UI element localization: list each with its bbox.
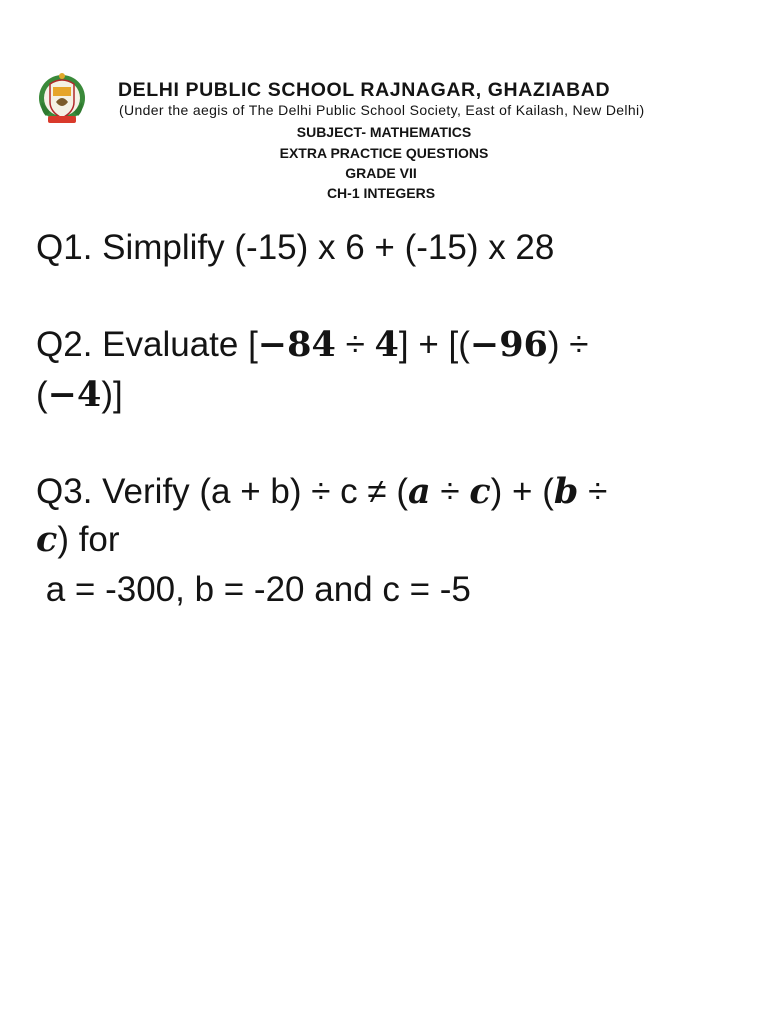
worksheet-title: EXTRA PRACTICE QUESTIONS (279, 145, 489, 161)
question-3-line-1 (36, 467, 607, 517)
q3-var-c: c (469, 471, 491, 512)
q2-math-2: 4 (374, 324, 399, 365)
school-subtitle: (Under the aegis of The Delhi Public School Society, East of Kailash, New Delhi) (119, 102, 645, 118)
q3-op-1: ÷ (430, 472, 470, 511)
chapter-line (0, 185, 768, 201)
question-1 (36, 223, 554, 273)
question-3-line-3 (36, 565, 471, 615)
subject-line (0, 124, 768, 140)
question-3-line-2 (36, 515, 120, 565)
q3-var-c-2: c (36, 519, 58, 560)
subject-label: SUBJECT- MATHEMATICS (296, 124, 472, 140)
q3-for: ) for (57, 520, 120, 559)
grade-label: GRADE VII (345, 165, 417, 181)
q2-lead: Q2. Evaluate [ (36, 325, 258, 364)
q3-var-a: a (408, 471, 431, 512)
q3-var-b: b (553, 471, 579, 512)
q2-open: ( (36, 375, 48, 414)
question-1-text: Q1. Simplify (-15) x 6 + (-15) x 28 (36, 228, 555, 267)
grade-line (0, 165, 768, 181)
q3-lead: Q3. Verify (a + b) ÷ c ≠ ( (36, 472, 408, 511)
q2-math-4: −4 (47, 374, 102, 415)
school-crest-icon (36, 72, 88, 126)
q2-math-1: −84 (257, 324, 336, 365)
q2-op-1: ÷ (335, 325, 375, 364)
question-2-line-2 (36, 370, 123, 420)
q2-mid: ] + [( (398, 325, 470, 364)
school-name: DELHI PUBLIC SCHOOL RAJNAGAR, GHAZIABAD (118, 79, 611, 101)
q3-values: a = -300, b = -20 and c = -5 (36, 570, 471, 609)
q2-tail: ) ÷ (547, 325, 589, 364)
title-line (0, 145, 768, 161)
chapter-label: CH-1 INTEGERS (326, 185, 436, 201)
q3-mid: ) + ( (490, 472, 554, 511)
q2-close: )] (101, 375, 123, 414)
question-2-line-1 (36, 320, 589, 370)
q2-math-3: −96 (469, 324, 548, 365)
q3-tail: ÷ (578, 472, 608, 511)
